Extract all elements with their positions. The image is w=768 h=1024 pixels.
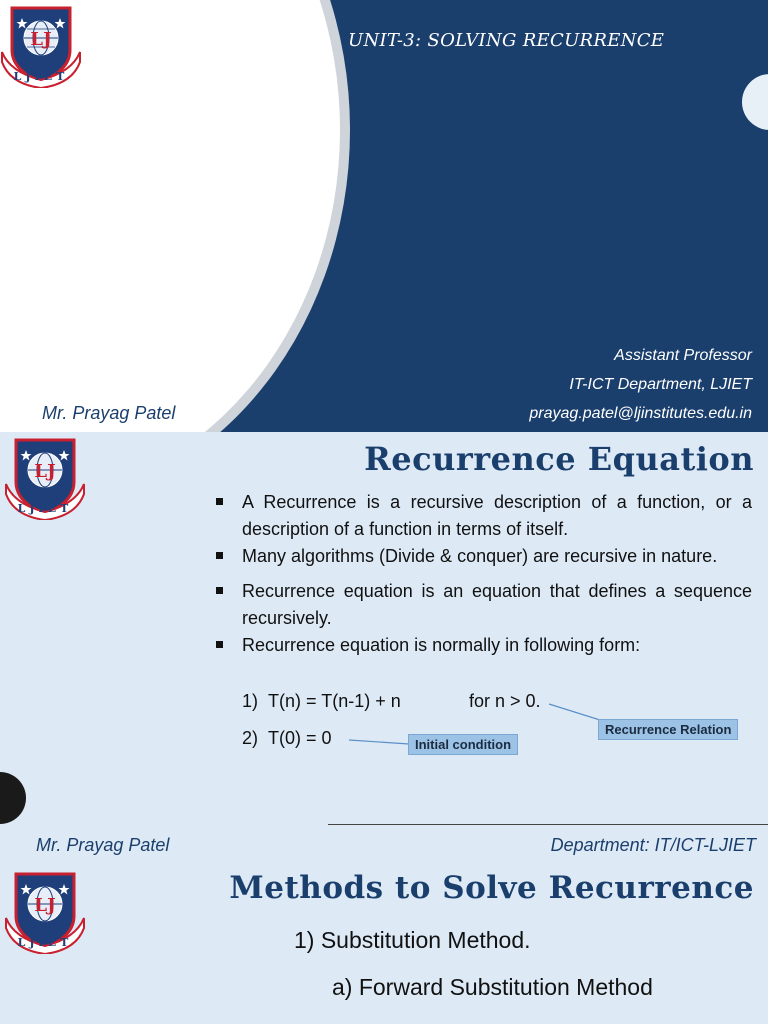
presenter-info [529,341,752,428]
logo-banner: LJIET [17,936,73,949]
equation-1: 1) T(n) = T(n-1) + n [242,691,401,711]
recurrence-equation-slide [0,432,768,864]
logo-banner: LJIET [13,70,69,83]
unit-title: UNIT-3: SOLVING RECURRENCE [348,30,665,51]
presenter-email: prayag.patel@ljinstitutes.edu.in [529,405,752,422]
presenter-department: IT-ICT Department, LJIET [569,376,752,393]
callout-connectors [0,432,768,864]
slide-heading: Methods to Solve Recurrence [229,870,754,906]
footer-name: Mr. Prayag Patel [36,835,170,855]
presenter-role: Assistant Professor [614,347,752,364]
logo-letters: LJ [34,895,56,916]
ljiet-logo-icon [0,2,82,88]
title-slide [0,0,768,432]
equation-1-condition: for n > 0. [469,691,541,711]
decorative-dot [742,74,768,130]
footer-department: Department: IT/ICT-LJIET [550,835,756,855]
method-subitem: a) Forward Substitution Method [332,974,653,1000]
presenter-name: Mr. Prayag Patel [42,403,176,423]
logo-letters: LJ [30,29,52,50]
ljiet-logo-icon [4,868,86,954]
bullet-item: Recurrence equation is normally in following form: [212,632,752,659]
callout-initial-condition: Initial condition [408,734,518,755]
bullet-item: A Recurrence is a recursive description of a function, or a description of a function in terms of itself. [212,489,752,543]
callout-recurrence-relation: Recurrence Relation [598,719,738,740]
methods-slide [0,864,768,1024]
bullet-item: Many algorithms (Divide & conquer) are recursive in nature. [212,543,752,570]
logo-banner: LJIET [17,502,73,515]
equation-2: 2) T(0) = 0 [242,728,332,748]
slide-heading: Recurrence Equation [364,440,754,478]
method-item: 1) Substitution Method. [294,927,531,953]
logo-letters: LJ [34,461,56,482]
bullet-item: Recurrence equation is an equation that defines a sequence recursively. [212,578,752,632]
footer-divider [328,824,768,825]
